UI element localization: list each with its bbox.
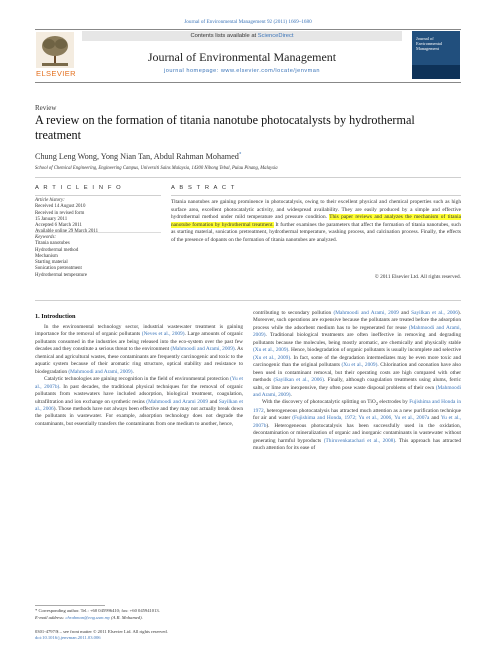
contents-available-bar <box>82 31 402 41</box>
history-label: Article history: <box>35 198 65 203</box>
text: . Hence, biodegradation of organic pollutants is usually incomplete and selective <box>288 347 462 354</box>
history-line: Received 14 August 2010 <box>35 204 86 210</box>
article-section-type: Review <box>35 104 57 112</box>
keywords-label: Keywords: <box>35 235 57 240</box>
text: . Finally, although coagulation treatments using alums, ferric salts, or lime are inexpensive, they often pose waste disposal problems of their own <box>253 377 462 391</box>
copyright-notice: © 2011 Elsevier Ltd. All rights reserved. <box>374 274 461 280</box>
paragraph <box>35 376 243 428</box>
article-info-heading: A R T I C L E I N F O <box>35 185 123 191</box>
text: ). Those methods have not always been effective and they may not actually break down the pollutants in wastewater. For example, adsorption technology does not degrade the contaminants, but essentially transfers the contaminants from one medium to another, hence, <box>35 405 244 427</box>
journal-cover-thumbnail[interactable] <box>412 31 460 79</box>
citation-link[interactable]: (Mahmoodi and Arami, 2009) <box>253 384 461 398</box>
corresponding-author-note: * Corresponding author. Tel.: +60 045996410; fax: +60 045941013. <box>35 608 160 613</box>
divider <box>35 195 161 196</box>
citation-link[interactable]: Fujishima and Honda in 1972 <box>253 399 461 414</box>
abstract-text <box>171 199 461 245</box>
email-note <box>35 615 243 621</box>
text: ). Moreover, such operations are expensive because the pollutants are treated before the adsorption process while the adsorbent medium has to be regenerated for reuse <box>253 310 462 331</box>
text: . In past decades, the traditional physical techniques for the removal of organic pollutants from wastewaters have included adsorption, biological treatment, coagulation, ultrafiltration and ion exchange on synthetic resins <box>35 383 243 405</box>
keyword-item: Hydrothermal method <box>35 247 79 253</box>
text: electrodes by <box>377 399 410 406</box>
sciencedirect-link[interactable]: ScienceDirect <box>257 33 294 39</box>
divider <box>35 177 461 178</box>
article-history <box>35 198 161 236</box>
corresponding-author-mark[interactable]: * <box>238 152 242 158</box>
history-line: Available online 29 March 2011 <box>35 229 99 235</box>
divider <box>171 195 461 196</box>
paragraph <box>35 324 243 376</box>
highlighted-sentence[interactable]: This paper reviews and analyzes the mechanism of titania nanotube formation by hydrothermal treatment. <box>171 214 461 228</box>
citation-link[interactable]: (Mahmoodi and Arami, 2009 <box>333 310 399 316</box>
text: . <box>132 368 134 375</box>
citation-link[interactable]: (Mahmoodi and Arami, 2009) <box>170 346 235 353</box>
text: . As chemical and agricultural wastes, these contaminants are frequently carcinogenic and toxic to the aquatic system because of their aromatic ring structure, optical stability and resistance to biodegradation <box>35 346 243 375</box>
text: and <box>398 310 412 316</box>
cover-title: Journal of Environmental Management <box>416 36 443 51</box>
article-title: A review on the formation of titania nanotube photocatalysts by hydrothermal treatment <box>35 113 415 142</box>
citation-link[interactable]: (Xu et al., 2009) <box>253 354 291 361</box>
citation-link[interactable]: (Xu et al., 2009) <box>253 347 289 354</box>
section-heading-introduction: 1. Introduction <box>35 313 76 320</box>
citation-link[interactable]: Sayilkan et al., 2006 <box>35 398 243 412</box>
text: . <box>290 391 292 398</box>
keyword-item: Hydrothermal temperature <box>35 272 88 278</box>
email-label: E-mail address: <box>35 615 66 620</box>
text: . Traditional biological treatments are often ineffective in removing and degrading pollutants because the molecules, being mostly aromatic, are chemically and physically stable <box>253 332 461 346</box>
citation-link[interactable]: (Fujishima and Honda, 1972; Yu et al., 2006, Yu et al., 2007a <box>292 415 430 422</box>
text: ). Heterogeneous photocatalysis has been successfully used in the oxidation, decontamination or mineralization of organic and inorganic contaminants in wastewater without generating harmful byproducts <box>253 422 461 444</box>
journal-title: Journal of Environmental Management <box>147 50 337 64</box>
keyword-item: Titania nanotubes <box>35 241 70 247</box>
issn-line: 0301-4797/$ – see front matter © 2011 Elsevier Ltd. All rights reserved. <box>35 629 168 634</box>
text: With the discovery of photocatalytic splitting on TiO <box>262 399 376 406</box>
author-names: Chung Leng Wong, Yong Nian Tan, Abdul Rahman Mohamed <box>35 152 239 161</box>
citation-link[interactable]: (Mahmoodi and Arami, 2009) <box>253 324 461 339</box>
citation-link[interactable]: (Xu et al., 2009) <box>341 362 378 369</box>
divider <box>35 232 161 233</box>
citation-link[interactable]: (Neves et al., 2009) <box>141 331 185 338</box>
divider <box>35 300 461 301</box>
paragraph <box>253 310 461 399</box>
cover-band <box>412 65 460 79</box>
text: . This approach has attracted much attention for its ease of <box>253 437 461 452</box>
abstract-part: Titania nanotubes are gaining prominence in photocatalysis, owing to their excellent physical and chemical properties such as high surface area, excellent photocatalytic activity, and widespread availability. They are easily produced by a simple and effective hydrothermal method under mild temperature and pressure condition. <box>171 199 461 221</box>
subscript: 2 <box>375 401 378 407</box>
publisher-name: ELSEVIER <box>36 69 76 78</box>
journal-reference[interactable]: Journal of Environmental Management 92 (2011) 1669–1680 <box>184 19 312 25</box>
citation-link[interactable]: (Sayilkan et al., 2006) <box>273 377 324 384</box>
contents-prefix: Contents lists available at <box>190 33 258 39</box>
author-list[interactable] <box>35 152 241 161</box>
text: . In fact, some of the degradation intermediates may be even more toxic and carcinogenic than the original pollutants <box>253 354 462 369</box>
email-link[interactable]: chrahman@eng.usm.my <box>65 615 110 620</box>
text: . Chlorination and ozonation have also been used in contaminant removal, but their operating costs are high compared with other methods <box>253 362 462 384</box>
body-column-right <box>253 310 461 453</box>
journal-homepage-link[interactable]: journal homepage: www.elsevier.com/locate/jenvman <box>163 68 321 74</box>
citation-link[interactable]: (Mahmoodi and Arami, 2009) <box>68 368 133 375</box>
doi-link[interactable]: doi:10.1016/j.jenvman.2011.03.006 <box>35 635 101 640</box>
citation-link[interactable]: (Yu et al., 2007b) <box>35 376 243 390</box>
history-line: Received in revised form <box>35 210 85 216</box>
keyword-item: Starting material <box>35 260 68 266</box>
text: , heterogeneous photocatalysis has attracted much attention as a new purification technique for air and water <box>253 407 461 422</box>
text: contributing to secondary pollution <box>253 310 334 316</box>
text: and <box>208 398 219 405</box>
citation-link[interactable]: (Thiruvenkatachari et al., 2008) <box>323 437 396 444</box>
citation-link[interactable]: Sayilkan et al., 2006 <box>411 310 458 316</box>
text: Catalytic technologies are gaining recognition in the field of environmental protection <box>44 376 231 383</box>
abstract-heading: A B S T R A C T <box>171 185 236 191</box>
body-column-left <box>35 324 243 428</box>
citation-link[interactable]: Yu et al., 2007b <box>253 415 462 429</box>
history-line: Accepted 6 March 2011 <box>35 223 82 229</box>
issn-block <box>35 629 243 641</box>
paragraph <box>253 399 461 452</box>
footnote-divider <box>35 605 105 606</box>
text: In the environmental technology sector, industrial wastewater treatment is gaining importance for the removal of organic pollutants <box>35 324 243 338</box>
keywords-block <box>35 235 161 279</box>
text: and <box>429 415 441 422</box>
history-line: 15 January 2011 <box>35 216 68 222</box>
keyword-item: Mechanism <box>35 253 58 259</box>
email-suffix: (A.R. Mohamed). <box>110 615 143 620</box>
author-affiliation: School of Chemical Engineering, Engineering Campus, Universiti Sains Malaysia, 14300 Nibong Tebal, Pulau Pinang, Malaysia <box>35 166 278 171</box>
abstract-part: It further examines the parameters that affect the formation of titania nanotubes, such as starting material, sonication pretreatment, hydrothermal temperature, washing process, and calcination process. Finally, the effects of the presence of dopants on the formation of titania nanotubes are analyzed. <box>171 221 461 243</box>
keyword-item: Sonication pretreatment <box>35 266 82 272</box>
text: . Large amounts of organic pollutants consumed in the industries are being released into the eco-system over the past few decades and they constitute a serious threat to the environment <box>35 331 243 353</box>
citation-link[interactable]: (Mahmoodi and Arami 2009 <box>146 398 208 405</box>
